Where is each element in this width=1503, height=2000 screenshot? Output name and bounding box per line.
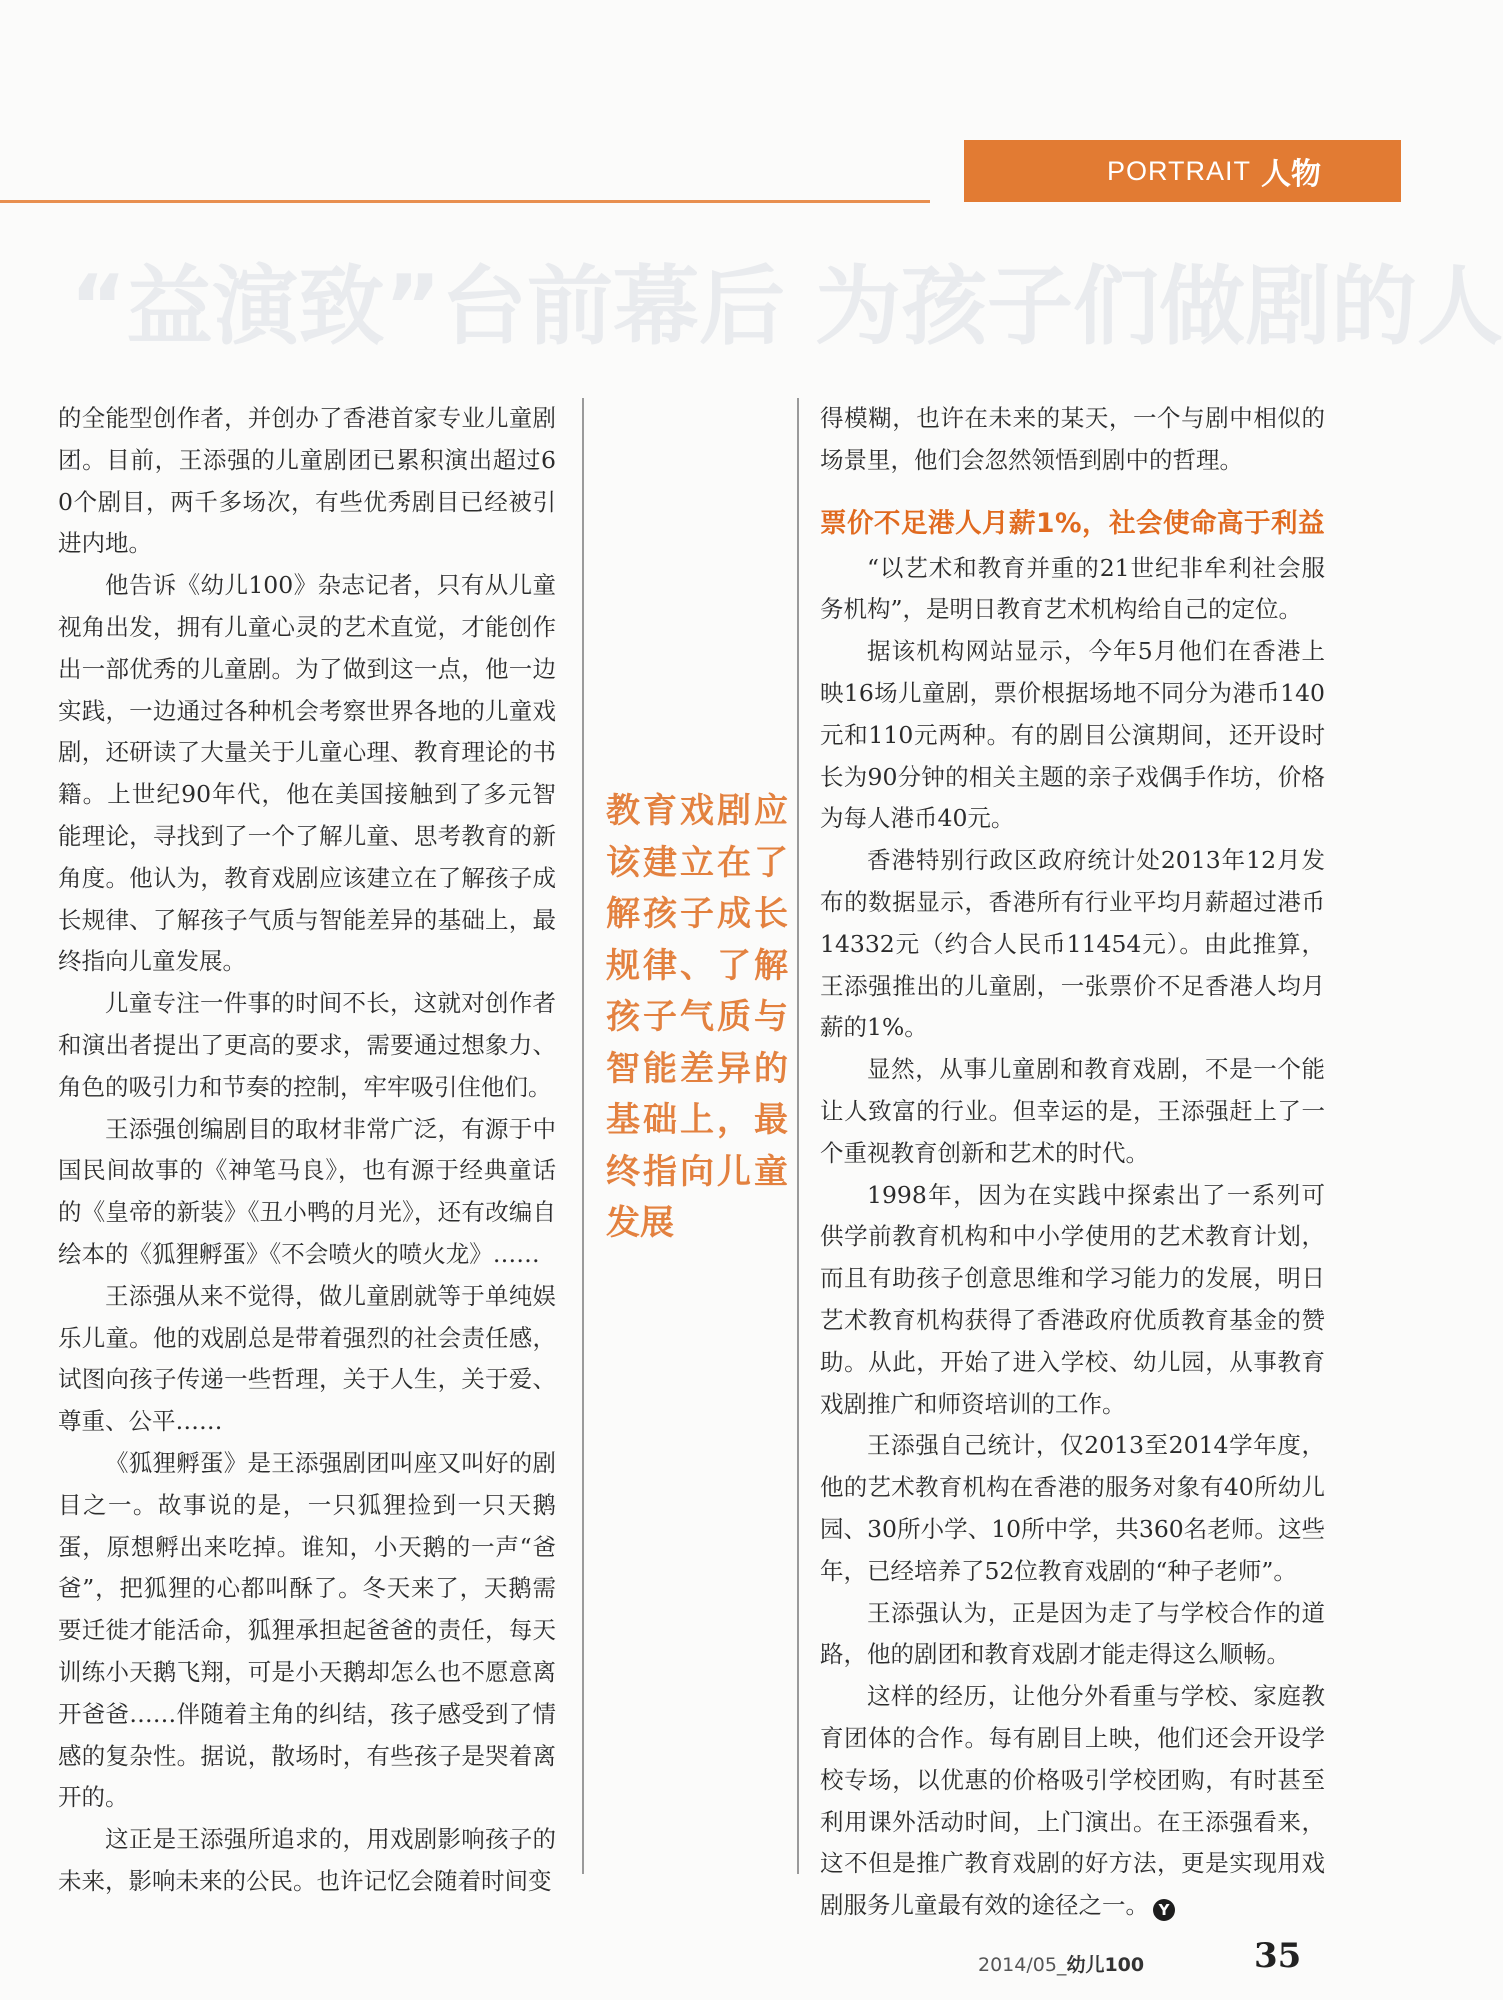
end-mark-icon: Y [1153,1899,1175,1921]
section-label-zh: 人物 [1261,158,1321,191]
paragraph: 得模糊，也许在未来的某天，一个与剧中相似的场景里，他们会忽然领悟到剧中的哲理。 [820,404,1325,474]
paragraph: 王添强自己统计，仅2013至2014学年度，他的艺术教育机构在香港的服务对象有40所幼儿园、30所小学、10所中学，共360名老师。这些年，已经培养了52位教育戏剧的“种子老师”。 [820,1431,1325,1585]
paragraph: 王添强创编剧目的取材非常广泛，有源于中国民间故事的《神笔马良》，也有源于经典童话的《皇帝的新装》《丑小鸭的月光》，还有改编自绘本的《狐狸孵蛋》《不会喷火的喷火龙》…… [58,1114,556,1268]
paragraph: 香港特别行政区政府统计处2013年12月发布的数据显示，香港所有行业平均月薪超过港币14332元（约合人民币11454元）。由此推算，王添强推出的儿童剧，一张票价不足香港人均月薪的1%。 [820,846,1325,1042]
paragraph: 王添强从来不觉得，做儿童剧就等于单纯娱乐儿童。他的戏剧总是带着强烈的社会责任感，试图向孩子传递一些哲理，关于人生，关于爱、尊重、公平…… [58,1281,556,1436]
paragraph: 儿童专注一件事的时间不长，这就对创作者和演出者提出了更高的要求，需要通过想象力、角色的吸引力和节奏的控制，牢牢吸引住他们。 [58,989,556,1101]
paragraph: “以艺术和教育并重的21世纪非牟利社会服务机构”，是明日教育艺术机构给自己的定位。 [820,553,1325,624]
subheading: 票价不足港人月薪1%，社会使命高于利益 [820,507,1325,539]
footer-issue: 2014/05_ [978,1954,1067,1976]
pull-quote-last-line: 发展 [606,1203,674,1243]
section-label-en: PORTRAIT [1106,155,1251,186]
final-paragraph-text: 这样的经历，让他分外看重与学校、家庭教育团体的合作。每有剧目上映，他们还会开设学校专场，以优惠的价格吸引学校团购，有时甚至利用课外活动时间，上门演出。在王添强看来，这不但是推广教育戏剧的好方法，更是实现用戏剧服务儿童最有效的途径之一。 [820,1682,1325,1920]
paragraph: 他告诉《幼儿100》杂志记者，只有从儿童视角出发，拥有儿童心灵的艺术直觉，才能创作出一部优秀的儿童剧。为了做到这一点，他一边实践，一边通过各种机会考察世界各地的儿童戏剧，还研读了大量关于儿童心理、教育理论的书籍。上世纪90年代，他在美国接触到了多元智能理论，寻找到了一个了解儿童、思考教育的新角度。他认为，教育戏剧应该建立在了解孩子成长规律、了解孩子气质与智能差异的基础上，最终指向儿童发展。 [58,571,556,976]
paragraph: 1998年，因为在实践中探索出了一系列可供学前教育机构和中小学使用的艺术教育计划，而且有助孩子创意思维和学习能力的发展，明日艺术教育机构获得了香港政府优质教育基金的赞助。从此，开始了进入学校、幼儿园，从事教育戏剧推广和师资培训的工作。 [820,1180,1325,1418]
pull-quote-text: 教育戏剧应该建立在了解孩子成长规律、了解孩子气质与智能差异的基础上，最终指向儿童 [606,791,788,1192]
faded-title: “益演致”台前幕后 为孩子们做剧的人 [70,257,1503,357]
paragraph: 的全能型创作者，并创办了香港首家专业儿童剧团。目前，王添强的儿童剧团已累积演出超过60个剧目，两千多场次，有些优秀剧目已经被引进内地。 [58,404,556,558]
pull-quote [606,786,788,1250]
paragraph: 这正是王添强所追求的，用戏剧影响孩子的未来，影响未来的公民。也许记忆会随着时间变 [58,1825,556,1895]
left-column [58,398,556,1903]
paragraph: 王添强认为，正是因为走了与学校合作的道路，他的剧团和教育戏剧才能走得这么顺畅。 [820,1598,1325,1669]
paragraph: 《狐狸孵蛋》是王添强剧团叫座又叫好的剧目之一。故事说的是，一只狐狸捡到一只天鹅蛋，原想孵出来吃掉。谁知，小天鹅的一声“爸爸”，把狐狸的心都叫酥了。冬天来了，天鹅需要迁徙才能活命，狐狸承担起爸爸的责任，每天训练小天鹅飞翔，可是小天鹅却怎么也不愿意离开爸爸……伴随着主角的纠结，孩子感受到了情感的复杂性。据说，散场时，有些孩子是哭着离开的。 [58,1448,556,1812]
footer-magazine: 幼儿100 [1066,1954,1145,1976]
column-divider-left [582,398,584,1874]
column-divider-right [797,398,799,1874]
section-tab [964,140,1401,202]
paragraph: 据该机构网站显示，今年5月他们在香港上映16场儿童剧，票价根据场地不同分为港币140元和110元两种。有的剧目公演期间，还开设时长为90分钟的相关主题的亲子戏偶手作坊，价格为每人港币40元。 [820,637,1325,833]
paragraph: 显然，从事儿童剧和教育戏剧，不是一个能让人致富的行业。但幸运的是，王添强赶上了一个重视教育创新和艺术的时代。 [820,1055,1325,1167]
footer [978,1950,1144,1980]
header-rule [0,200,930,203]
right-column [820,398,1325,1927]
page-number: 35 [1254,1936,1302,1976]
final-paragraph [820,1676,1325,1927]
